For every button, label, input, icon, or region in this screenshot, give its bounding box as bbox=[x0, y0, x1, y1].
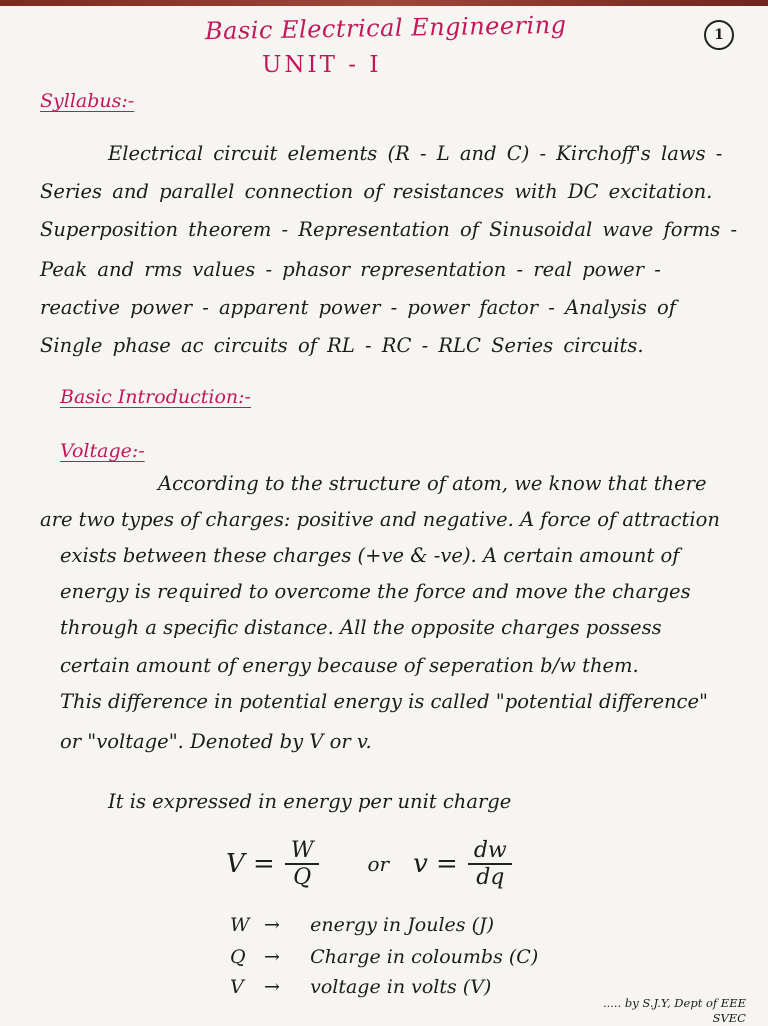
legend-text: voltage in volts (V) bbox=[310, 976, 492, 998]
fraction-dw-over-dq bbox=[466, 838, 515, 890]
voltage-line: certain amount of energy because of seperation b/w them. bbox=[60, 654, 639, 677]
syllabus-line: Superposition theorem - Representation of Sinusoidal wave forms - bbox=[40, 218, 738, 241]
legend-symbol: W bbox=[230, 914, 250, 936]
voltage-line: or "voltage". Denoted by V or v. bbox=[60, 730, 372, 753]
page-top-edge bbox=[0, 0, 768, 6]
fraction-denominator: Q bbox=[285, 863, 319, 890]
credit-institution: SVEC bbox=[712, 1011, 746, 1025]
fraction-w-over-q bbox=[283, 838, 322, 890]
legend-text: energy in Joules (J) bbox=[310, 914, 495, 936]
legend-row bbox=[230, 976, 491, 998]
voltage-line: This difference in potential energy is called "potential difference" bbox=[60, 690, 708, 713]
syllabus-line: Peak and rms values - phasor representation - real power - bbox=[40, 258, 661, 281]
voltage-line: According to the structure of atom, we know that there bbox=[158, 472, 707, 495]
author-credit bbox=[566, 996, 746, 1026]
legend-symbol: V bbox=[230, 976, 244, 998]
voltage-formula bbox=[226, 838, 523, 890]
syllabus-line: Series and parallel connection of resistances with DC excitation. bbox=[40, 180, 713, 203]
syllabus-line: Single phase ac circuits of RL - RC - RLC Series circuits. bbox=[40, 334, 644, 357]
formula-lhs-v: V = bbox=[226, 849, 275, 879]
page-title: Basic Electrical Engineering bbox=[204, 10, 567, 46]
voltage-heading: Voltage:- bbox=[60, 440, 145, 462]
legend-symbol: Q bbox=[230, 946, 246, 968]
arrow-icon: → bbox=[264, 976, 280, 998]
syllabus-line: Electrical circuit elements (R - L and C) - Kirchoff's laws - bbox=[108, 142, 723, 165]
legend-text: Charge in coloumbs (C) bbox=[310, 946, 539, 968]
syllabus-line: reactive power - apparent power - power factor - Analysis of bbox=[40, 296, 676, 319]
fraction-numerator: dw bbox=[473, 838, 507, 863]
fraction-denominator: dq bbox=[468, 863, 512, 890]
fraction-numerator: W bbox=[290, 838, 314, 863]
expressed-line: It is expressed in energy per unit charge bbox=[108, 790, 512, 813]
voltage-line: energy is required to overcome the force and move the charges bbox=[60, 580, 691, 603]
arrow-icon: → bbox=[264, 946, 280, 968]
credit-line: ..... by S.J.Y, Dept of EEE bbox=[602, 996, 746, 1010]
voltage-line: through a specific distance. All the opposite charges possess bbox=[60, 616, 662, 639]
legend-row bbox=[230, 946, 538, 968]
legend-row bbox=[230, 914, 494, 936]
arrow-icon: → bbox=[264, 914, 280, 936]
intro-heading: Basic Introduction:- bbox=[60, 386, 251, 408]
formula-lhs-small-v: v = bbox=[413, 849, 458, 879]
voltage-line: are two types of charges: positive and negative. A force of attraction bbox=[40, 508, 720, 531]
formula-or: or bbox=[367, 852, 390, 876]
unit-label: UNIT - I bbox=[262, 52, 382, 78]
syllabus-heading: Syllabus:- bbox=[40, 90, 135, 112]
page-number: 1 bbox=[704, 20, 734, 50]
voltage-line: exists between these charges (+ve & -ve). A certain amount of bbox=[60, 544, 680, 567]
